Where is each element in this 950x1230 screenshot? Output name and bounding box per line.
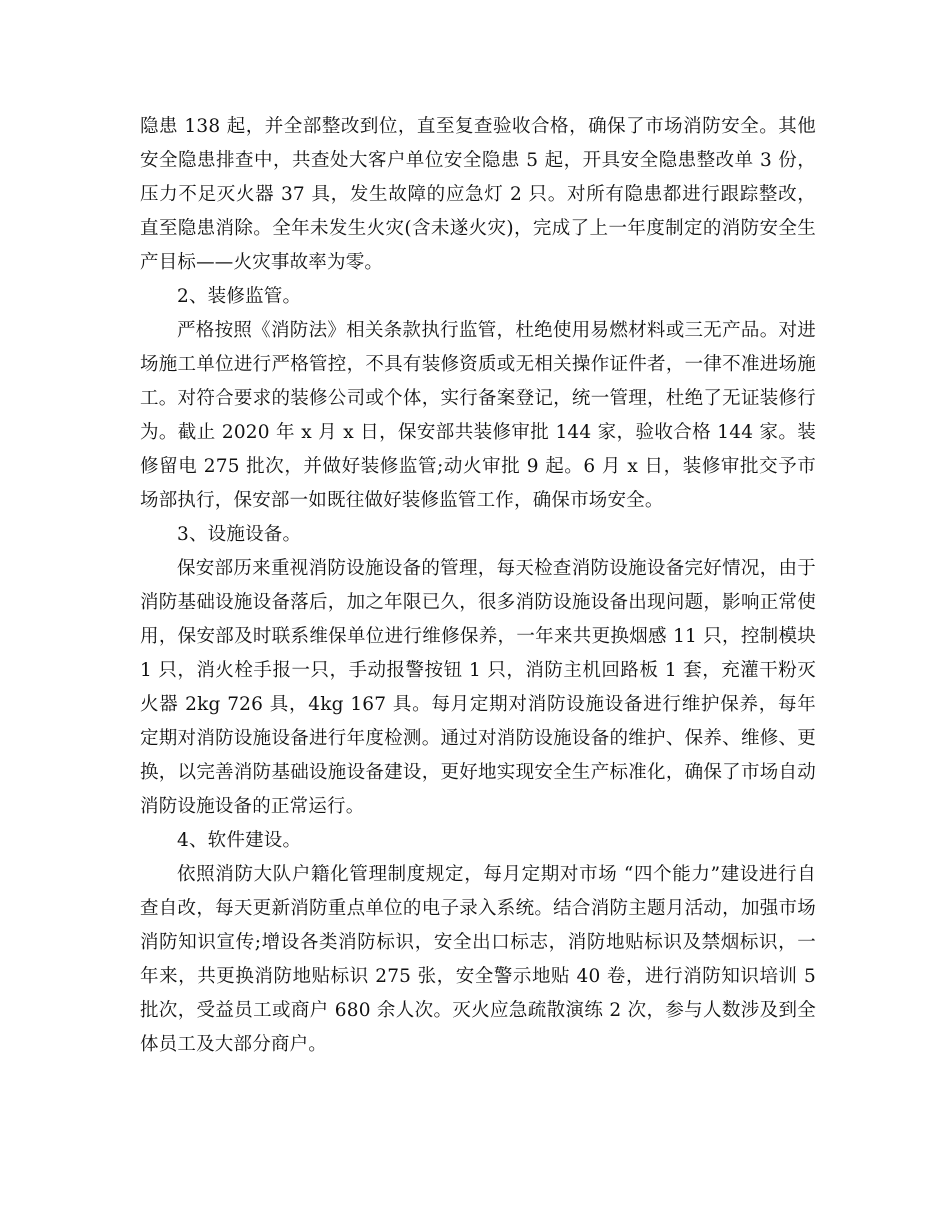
heading-renovation-supervision: 2、装修监管。: [177, 286, 302, 307]
paragraph-facilities-equipment: 保安部历来重视消防设施设备的管理，每天检查消防设施设备完好情况，由于消防基础设施设备落后，加之年限已久，很多消防设施设备出现问题，影响正常使用，保安部及时联系维保单位进行维修保养，一年来共更换烟感 11 只，控制模块 1 只，消火栓手报一只，手动报警按钮 1 只，消防主机回路板 1 套，充灌干粉灭火器 2kg 726 具，4kg 167 具。每月定期对消防设施设备进行维护保养，每年定期对消防设施设备进行年度检测。通过对消防设施设备的维护、保养、维修、更换，以完善消防基础设施设备建设，更好地实现安全生产标准化，确保了市场自动消防设施设备的正常运行。: [140, 558, 816, 817]
paragraph-hazard-summary: 隐患 138 起，并全部整改到位，直至复查验收合格，确保了市场消防安全。其他安全隐患排查中，共查处大客户单位安全隐患 5 起，开具安全隐患整改单 3 份，压力不足灭火器 37 具，发生故障的应急灯 2 只。对所有隐患都进行跟踪整改，直至隐患消除。全年未发生火灾(含未遂火灾)，完成了上一年度制定的消防安全生产目标——火灾事故率为零。: [140, 116, 816, 273]
document-body: [140, 110, 816, 1062]
heading-facilities-equipment: 3、设施设备。: [177, 524, 302, 545]
paragraph-software-construction: 依照消防大队户籍化管理制度规定，每月定期对市场 “四个能力”建设进行自查自改，每天更新消防重点单位的电子录入系统。结合消防主题月活动，加强市场消防知识宣传;增设各类消防标识，安全出口标志，消防地贴标识及禁烟标识，一年来，共更换消防地贴标识 275 张，安全警示地贴 40 卷，进行消防知识培训 5 批次，受益员工或商户 680 余人次。灭火应急疏散演练 2 次，参与人数涉及到全体员工及大部分商户。: [140, 864, 816, 1055]
heading-software-construction: 4、软件建设。: [177, 830, 302, 851]
paragraph-renovation-supervision: 严格按照《消防法》相关条款执行监管，杜绝使用易燃材料或三无产品。对进场施工单位进行严格管控，不具有装修资质或无相关操作证件者，一律不准进场施工。对符合要求的装修公司或个体，实行备案登记，统一管理，杜绝了无证装修行为。截止 2020 年 x 月 x 日，保安部共装修审批 144 家，验收合格 144 家。装修留电 275 批次，并做好装修监管;动火审批 9 起。6 月 x 日，装修审批交予市场部执行，保安部一如既往做好装修监管工作，确保市场安全。: [140, 320, 816, 511]
